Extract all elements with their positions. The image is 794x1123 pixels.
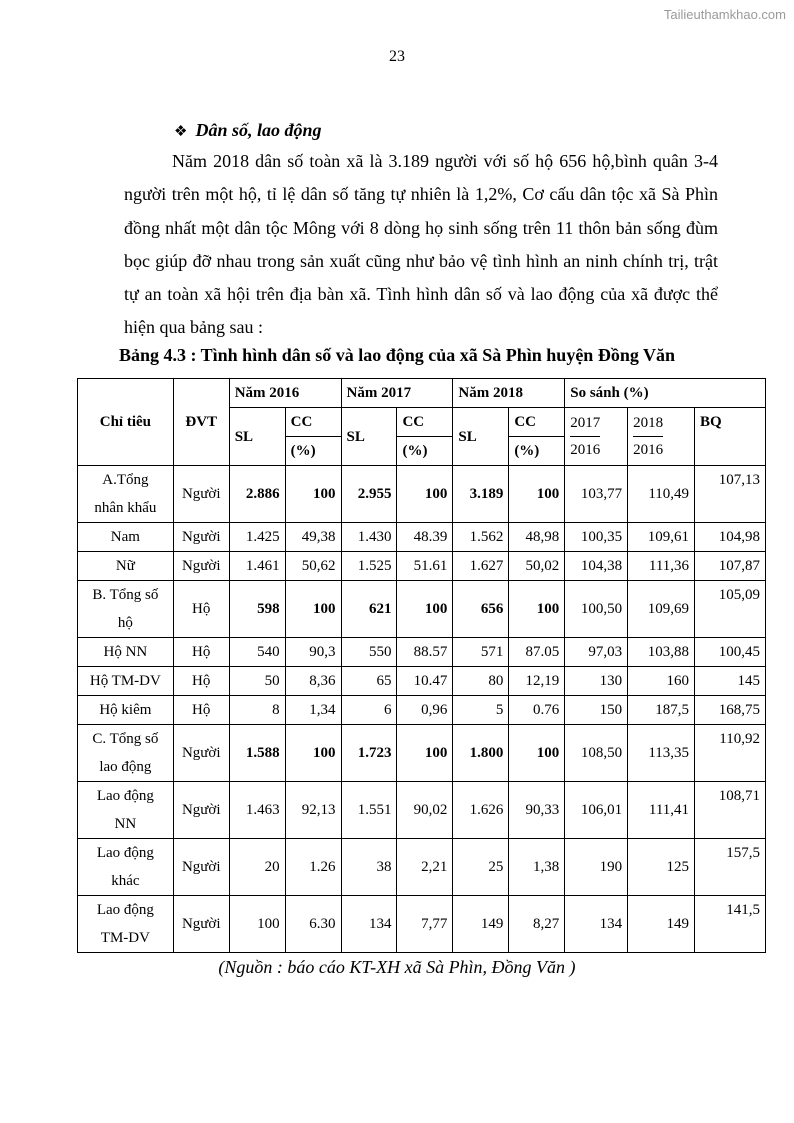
row-label (78, 638, 174, 667)
table-row (78, 638, 766, 667)
cell-cc-2017: 100 (397, 581, 453, 638)
section-heading-text: Dân số, lao động (195, 120, 322, 140)
cell-bq: 168,75 (695, 696, 766, 725)
table-row (78, 896, 766, 953)
cell-ratio-2018-2016: 111,41 (628, 782, 695, 839)
cell-sl-2018: 5 (453, 696, 509, 725)
cell-sl-2016: 540 (229, 638, 285, 667)
cell-bq: 104,98 (695, 523, 766, 552)
row-label (78, 667, 174, 696)
cell-sl-2018: 3.189 (453, 466, 509, 523)
cell-bq: 107,87 (695, 552, 766, 581)
table-row (78, 466, 766, 523)
cell-cc-2018: 90,33 (509, 782, 565, 839)
cell-sl-2017: 550 (341, 638, 397, 667)
row-label-line-1: C. Tổng số (92, 731, 159, 747)
row-unit: Hộ (173, 638, 229, 667)
table-body (78, 466, 766, 953)
table-caption: Bảng 4.3 : Tình hình dân số và lao động của xã Sà Phìn huyện Đồng Văn (118, 345, 676, 365)
cell-ratio-2018-2016: 125 (628, 839, 695, 896)
cell-cc-2018: 48,98 (509, 523, 565, 552)
row-label (78, 782, 174, 839)
cell-ratio-2017-2016: 134 (565, 896, 628, 953)
section-heading (174, 120, 321, 141)
cell-sl-2016: 1.461 (229, 552, 285, 581)
ratio-denominator: 2016 (633, 441, 664, 458)
header-ratio-2017-2016 (565, 408, 628, 466)
header-cc-2017: CC (397, 408, 453, 437)
row-label-line-2: hộ (117, 615, 133, 631)
header-year-2018: Năm 2018 (453, 379, 565, 408)
cell-ratio-2018-2016: 160 (628, 667, 695, 696)
cell-sl-2017: 2.955 (341, 466, 397, 523)
cell-cc-2016: 8,36 (285, 667, 341, 696)
header-sl-2017: SL (341, 408, 397, 466)
row-label-line-2: khác (111, 873, 140, 889)
header-dvt: ĐVT (173, 379, 229, 466)
paragraph-text: Năm 2018 dân số toàn xã là 3.189 người với số hộ 656 hộ,bình quân 3-4 người trên một hộ, tỉ lệ dân số tăng tự nhiên là 1,2%, Cơ cấu dân tộc xã Sà Phìn đồng nhất một dân tộc Mông với 8 dòng họ sinh sống trên 11 thôn bản sống đùm bọc giúp đỡ nhau trong sản xuất cũng như bảo vệ tình hình an ninh chính trị, trật tự an toàn xã hội trên địa bàn xã. Tình hình dân số và lao động của xã được thể hiện qua bảng sau : (124, 151, 718, 338)
cell-cc-2017: 10.47 (397, 667, 453, 696)
cell-sl-2016: 1.588 (229, 725, 285, 782)
cell-cc-2016: 92,13 (285, 782, 341, 839)
cell-bq: 108,71 (695, 782, 766, 839)
cell-sl-2017: 1.723 (341, 725, 397, 782)
row-unit: Hộ (173, 581, 229, 638)
cell-cc-2016: 6.30 (285, 896, 341, 953)
cell-cc-2016: 1.26 (285, 839, 341, 896)
row-label-line-1: Nam (110, 529, 140, 545)
row-label (78, 466, 174, 523)
table-row (78, 552, 766, 581)
row-unit: Người (173, 896, 229, 953)
row-unit: Người (173, 782, 229, 839)
cell-ratio-2018-2016: 149 (628, 896, 695, 953)
header-row-1 (78, 379, 766, 408)
cell-sl-2017: 1.551 (341, 782, 397, 839)
cell-cc-2018: 87.05 (509, 638, 565, 667)
row-unit: Hộ (173, 696, 229, 725)
header-year-2017: Năm 2017 (341, 379, 453, 408)
row-label-line-2: TM-DV (100, 930, 150, 946)
body-paragraph (124, 145, 718, 345)
cell-cc-2017: 0,96 (397, 696, 453, 725)
row-label-line-1: A.Tổng (102, 472, 149, 488)
row-unit: Người (173, 839, 229, 896)
cell-ratio-2017-2016: 108,50 (565, 725, 628, 782)
header-bq: BQ (695, 408, 766, 466)
header-so-sanh: So sánh (%) (565, 379, 766, 408)
row-unit: Người (173, 725, 229, 782)
cell-cc-2016: 49,38 (285, 523, 341, 552)
table-row (78, 581, 766, 638)
cell-sl-2016: 50 (229, 667, 285, 696)
cell-sl-2018: 80 (453, 667, 509, 696)
cell-ratio-2017-2016: 100,35 (565, 523, 628, 552)
row-label-line-1: Nữ (115, 558, 135, 574)
watermark: Tailieuthamkhao.com (663, 7, 786, 22)
cell-cc-2016: 100 (285, 725, 341, 782)
header-chi-tieu: Chỉ tiêu (78, 379, 174, 466)
ratio-numerator: 2018 (633, 410, 663, 437)
row-label-line-1: B. Tổng số (92, 587, 159, 603)
cell-ratio-2017-2016: 100,50 (565, 581, 628, 638)
table-row (78, 523, 766, 552)
row-label-line-1: Lao động (96, 788, 154, 804)
cell-sl-2018: 149 (453, 896, 509, 953)
row-label (78, 523, 174, 552)
cell-cc-2017: 7,77 (397, 896, 453, 953)
row-label-line-1: Hộ NN (103, 644, 148, 660)
cell-sl-2017: 621 (341, 581, 397, 638)
row-unit: Người (173, 552, 229, 581)
cell-sl-2016: 8 (229, 696, 285, 725)
page-number: 23 (389, 48, 405, 65)
cell-ratio-2017-2016: 150 (565, 696, 628, 725)
cell-ratio-2018-2016: 113,35 (628, 725, 695, 782)
cell-cc-2016: 100 (285, 466, 341, 523)
ratio-numerator: 2017 (570, 410, 600, 437)
cell-sl-2016: 1.463 (229, 782, 285, 839)
population-labor-table (77, 378, 766, 953)
row-label-line-2: NN (114, 816, 137, 832)
cell-cc-2017: 88.57 (397, 638, 453, 667)
row-label-line-2: nhân khẩu (94, 500, 157, 516)
header-cc-2018: CC (509, 408, 565, 437)
diamond-bullet-icon: ❖ (174, 124, 188, 140)
cell-sl-2017: 6 (341, 696, 397, 725)
header-sl-2018: SL (453, 408, 509, 466)
cell-bq: 107,13 (695, 466, 766, 523)
cell-ratio-2018-2016: 109,61 (628, 523, 695, 552)
cell-ratio-2017-2016: 130 (565, 667, 628, 696)
cell-ratio-2018-2016: 111,36 (628, 552, 695, 581)
cell-ratio-2018-2016: 187,5 (628, 696, 695, 725)
row-label-line-1: Hộ TM-DV (89, 673, 161, 689)
cell-sl-2018: 25 (453, 839, 509, 896)
table-row (78, 782, 766, 839)
row-label (78, 581, 174, 638)
source-note: (Nguồn : báo cáo KT-XH xã Sà Phìn, Đồng Văn ) (218, 957, 576, 977)
cell-cc-2017: 100 (397, 466, 453, 523)
row-label (78, 725, 174, 782)
cell-bq: 145 (695, 667, 766, 696)
cell-bq: 100,45 (695, 638, 766, 667)
header-sl-2016: SL (229, 408, 285, 466)
cell-cc-2018: 12,19 (509, 667, 565, 696)
header-cc-unit-2017: (%) (397, 437, 453, 466)
cell-sl-2016: 100 (229, 896, 285, 953)
header-cc-2016: CC (285, 408, 341, 437)
table-row (78, 696, 766, 725)
cell-ratio-2018-2016: 109,69 (628, 581, 695, 638)
cell-bq: 141,5 (695, 896, 766, 953)
header-ratio-2018-2016 (628, 408, 695, 466)
cell-sl-2017: 38 (341, 839, 397, 896)
cell-ratio-2017-2016: 190 (565, 839, 628, 896)
header-cc-unit-2016: (%) (285, 437, 341, 466)
cell-bq: 110,92 (695, 725, 766, 782)
header-cc-unit-2018: (%) (509, 437, 565, 466)
row-label (78, 839, 174, 896)
ratio-denominator: 2016 (570, 441, 601, 458)
cell-sl-2018: 1.627 (453, 552, 509, 581)
cell-sl-2018: 1.626 (453, 782, 509, 839)
row-label-line-1: Lao động (96, 845, 154, 861)
cell-sl-2016: 1.425 (229, 523, 285, 552)
cell-sl-2017: 1.525 (341, 552, 397, 581)
cell-cc-2018: 100 (509, 581, 565, 638)
cell-sl-2017: 1.430 (341, 523, 397, 552)
cell-cc-2016: 50,62 (285, 552, 341, 581)
row-label (78, 552, 174, 581)
cell-cc-2018: 0.76 (509, 696, 565, 725)
row-label (78, 896, 174, 953)
cell-sl-2018: 656 (453, 581, 509, 638)
cell-sl-2018: 1.800 (453, 725, 509, 782)
cell-sl-2018: 571 (453, 638, 509, 667)
row-unit: Hộ (173, 667, 229, 696)
cell-bq: 105,09 (695, 581, 766, 638)
cell-sl-2016: 2.886 (229, 466, 285, 523)
cell-ratio-2017-2016: 97,03 (565, 638, 628, 667)
row-label-line-2: lao động (99, 759, 152, 775)
row-label-line-1: Hộ kiêm (99, 702, 152, 718)
cell-ratio-2017-2016: 103,77 (565, 466, 628, 523)
row-label (78, 696, 174, 725)
cell-cc-2017: 2,21 (397, 839, 453, 896)
cell-cc-2016: 100 (285, 581, 341, 638)
cell-sl-2016: 598 (229, 581, 285, 638)
cell-cc-2017: 48.39 (397, 523, 453, 552)
table-row (78, 725, 766, 782)
row-label-line-1: Lao động (96, 902, 154, 918)
cell-cc-2018: 100 (509, 725, 565, 782)
cell-cc-2018: 100 (509, 466, 565, 523)
cell-ratio-2017-2016: 104,38 (565, 552, 628, 581)
cell-cc-2017: 51.61 (397, 552, 453, 581)
cell-bq: 157,5 (695, 839, 766, 896)
cell-cc-2018: 8,27 (509, 896, 565, 953)
cell-cc-2018: 50,02 (509, 552, 565, 581)
cell-sl-2016: 20 (229, 839, 285, 896)
cell-sl-2017: 134 (341, 896, 397, 953)
cell-cc-2017: 90,02 (397, 782, 453, 839)
row-unit: Người (173, 523, 229, 552)
row-unit: Người (173, 466, 229, 523)
header-year-2016: Năm 2016 (229, 379, 341, 408)
cell-cc-2016: 90,3 (285, 638, 341, 667)
cell-sl-2017: 65 (341, 667, 397, 696)
cell-cc-2018: 1,38 (509, 839, 565, 896)
table-row (78, 839, 766, 896)
cell-cc-2017: 100 (397, 725, 453, 782)
cell-sl-2018: 1.562 (453, 523, 509, 552)
cell-ratio-2018-2016: 103,88 (628, 638, 695, 667)
cell-cc-2016: 1,34 (285, 696, 341, 725)
cell-ratio-2018-2016: 110,49 (628, 466, 695, 523)
table-row (78, 667, 766, 696)
cell-ratio-2017-2016: 106,01 (565, 782, 628, 839)
